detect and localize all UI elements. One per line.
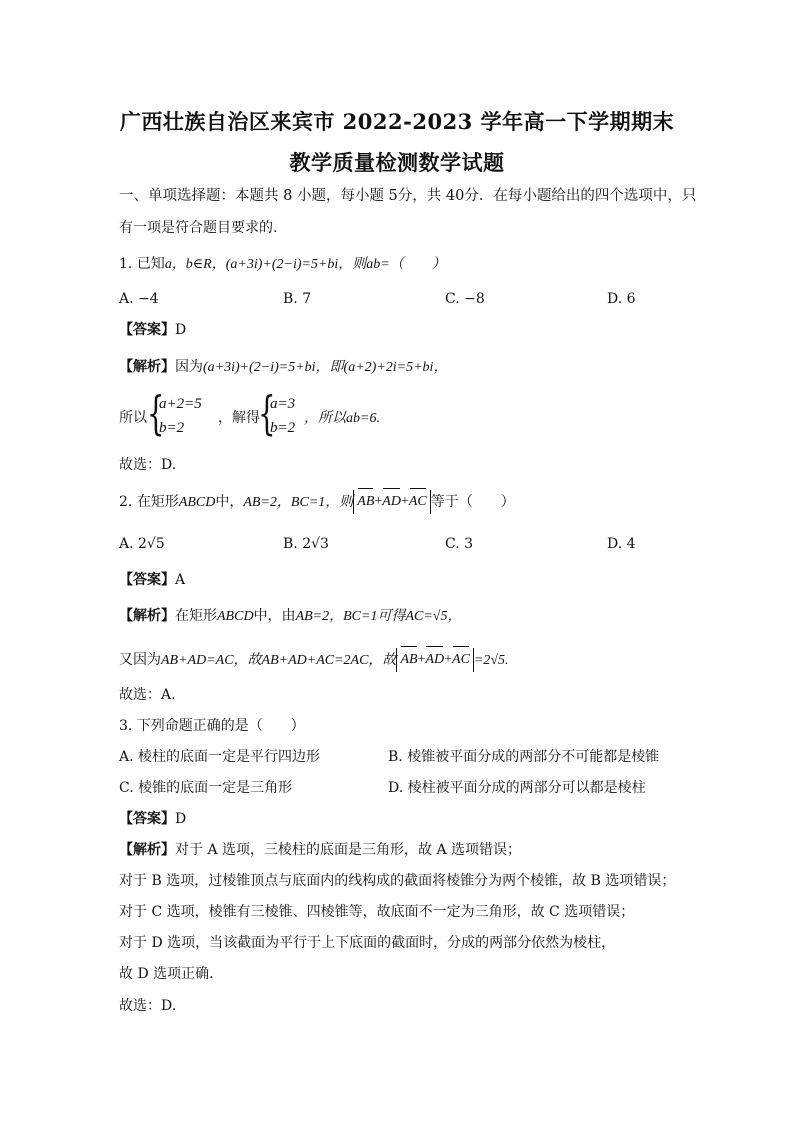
q2-a1-mid: 中，由: [253, 608, 296, 624]
section-heading-line2: 有一项是符合题目要求的.: [119, 220, 278, 236]
q1-result: [304, 408, 380, 429]
q3-choice: D.: [161, 998, 177, 1014]
q2-option-c: C. 3: [445, 536, 474, 552]
brace-icon: {: [258, 386, 276, 440]
q2-answer: [119, 570, 185, 590]
q2-a2-prefix: 又因为: [119, 652, 161, 668]
q3-analysis-line3: 对于 C 选项，棱锥有三棱锥、四棱锥等，故底面不一定为三角形，故 C 选项错误；: [119, 904, 635, 920]
brace-icon: {: [147, 386, 165, 440]
q1-option-a: A. −4: [119, 291, 159, 307]
q2-conclusion: [119, 685, 176, 705]
q1-sys2-row1: a=3: [270, 396, 296, 412]
q1-equation-system-1: [147, 386, 217, 442]
q2-a2-eq1: AB+AD=AC，故AB+AD+AC=2AC，故: [161, 653, 397, 668]
q2-vector-3: AC: [409, 490, 427, 514]
q2-a1-rect: ABCD: [217, 609, 254, 624]
q2-vector-2: AD: [382, 490, 401, 514]
q2-stem-prefix: 在矩形: [136, 494, 179, 510]
q2-stem-mid: 中，: [215, 494, 244, 510]
q2-a2-vector-sum-abs: AB+AD+AC: [396, 648, 473, 672]
q1-choice: D.: [161, 457, 177, 473]
q1-stem-prefix: 已知: [136, 256, 165, 272]
q1-number: 1.: [119, 256, 133, 272]
q1-sys1-row2: b=2: [159, 420, 185, 436]
q2-analysis-label: 【解析】: [119, 608, 175, 624]
section-heading-line1: 一、单项选择题：本题共 8 小题，每小题 5分，共 40分．在每小题给出的四个选项中，只: [119, 188, 697, 204]
q1-analysis-expr: (a+3i)+(2−i)=5+bi，即(a+2)+2i=5+bi，: [203, 360, 448, 375]
q2-option-b: B. 2√3: [283, 536, 329, 552]
q3-number: 3.: [119, 718, 133, 734]
q3-option-d: D. 棱柱被平面分成的两部分可以都是棱柱: [388, 780, 646, 796]
q2-a1-given: AB=2，BC=1可得AC=√5，: [295, 609, 462, 624]
q3-conclusion-label: 故选：: [119, 998, 161, 1014]
page-title-line1: 广西壮族自治区来宾市 2022-2023 学年高一下学期期末: [119, 109, 675, 134]
page-title-line2: 教学质量检测数学试题: [289, 150, 505, 175]
q1-option-c: C. −8: [445, 291, 485, 307]
q2-vector-1: AB: [357, 490, 374, 514]
q2-a2-vector-3: AC: [452, 648, 470, 672]
q1-answer: [119, 320, 186, 340]
q3-analysis-line1: [119, 840, 521, 860]
q1-option-b: B. 7: [283, 291, 312, 307]
q2-answer-label: 【答案】: [119, 572, 175, 588]
q1-answer-label: 【答案】: [119, 322, 175, 338]
q2-stem-suffix: 等于（ ）: [430, 494, 515, 510]
q1-analysis-prefix: 因为: [175, 359, 203, 375]
q2-stem: [119, 490, 515, 514]
q1-option-d: D. 6: [607, 291, 636, 307]
q3-answer: [119, 809, 186, 829]
q2-option-d: D. 4: [607, 536, 636, 552]
q3-option-c: C. 棱锥的底面一定是三角形: [119, 780, 293, 796]
q2-option-a: A. 2√5: [119, 536, 165, 552]
q2-answer-value: A: [175, 572, 186, 588]
q2-choice: A.: [161, 687, 176, 703]
q3-stem-text: 下列命题正确的是（ ）: [136, 718, 305, 734]
q2-a2-vector-2: AD: [425, 648, 444, 672]
q2-conclusion-label: 故选：: [119, 687, 161, 703]
q3-analysis-text-1: 对于 A 选项，三棱柱的底面是三角形，故 A 选项错误；: [175, 842, 522, 858]
q1-answer-value: D: [175, 322, 187, 338]
q2-analysis-line2: [119, 648, 509, 672]
q1-result-text: ，所以ab=6.: [304, 411, 380, 426]
q3-analysis-line2: 对于 B 选项，过棱锥顶点与底面内的线构成的截面将棱锥分为两个棱锥，故 B 选项错误；: [119, 873, 676, 889]
q1-stem-expr: a，b∈R，(a+3i)+(2−i)=5+bi，则ab=（ ）: [164, 257, 446, 272]
q3-conclusion: [119, 996, 176, 1016]
q3-analysis-line4: 对于 D 选项，当该截面为平行于上下底面的截面时，分成的两部分依然为棱柱，: [119, 935, 616, 951]
q1-analysis-label: 【解析】: [119, 359, 175, 375]
q3-analysis-line5: 故 D 选项正确.: [119, 966, 214, 982]
q2-number: 2.: [119, 494, 133, 510]
q2-analysis-line1: [119, 606, 461, 627]
q1-conclusion-label: 故选：: [119, 457, 161, 473]
q3-answer-value: D: [175, 811, 187, 827]
q1-stem: [119, 254, 446, 275]
q1-so-label: 所以: [119, 410, 147, 426]
q2-given: AB=2，BC=1，则: [243, 495, 354, 510]
q2-a1-prefix: 在矩形: [175, 608, 217, 624]
q2-a2-eq2: =2√5.: [473, 653, 509, 668]
q1-sys2-row2: b=2: [270, 420, 296, 436]
q2-rect: ABCD: [178, 495, 216, 510]
q1-analysis-line1: [119, 357, 447, 378]
q3-answer-label: 【答案】: [119, 811, 175, 827]
q3-analysis-label: 【解析】: [119, 842, 175, 858]
q1-sys1-row1: a+2=5: [159, 396, 202, 412]
q3-option-b: B. 棱锥被平面分成的两部分不可能都是棱锥: [388, 749, 660, 765]
q3-option-a: A. 棱柱的底面一定是平行四边形: [119, 749, 321, 765]
q2-vector-sum-abs: AB+AD+AC: [353, 490, 430, 514]
q1-solve-label: ，解得: [218, 410, 260, 426]
q2-a2-vector-1: AB: [400, 648, 417, 672]
q3-stem: [119, 716, 305, 736]
q1-conclusion: [119, 455, 176, 475]
